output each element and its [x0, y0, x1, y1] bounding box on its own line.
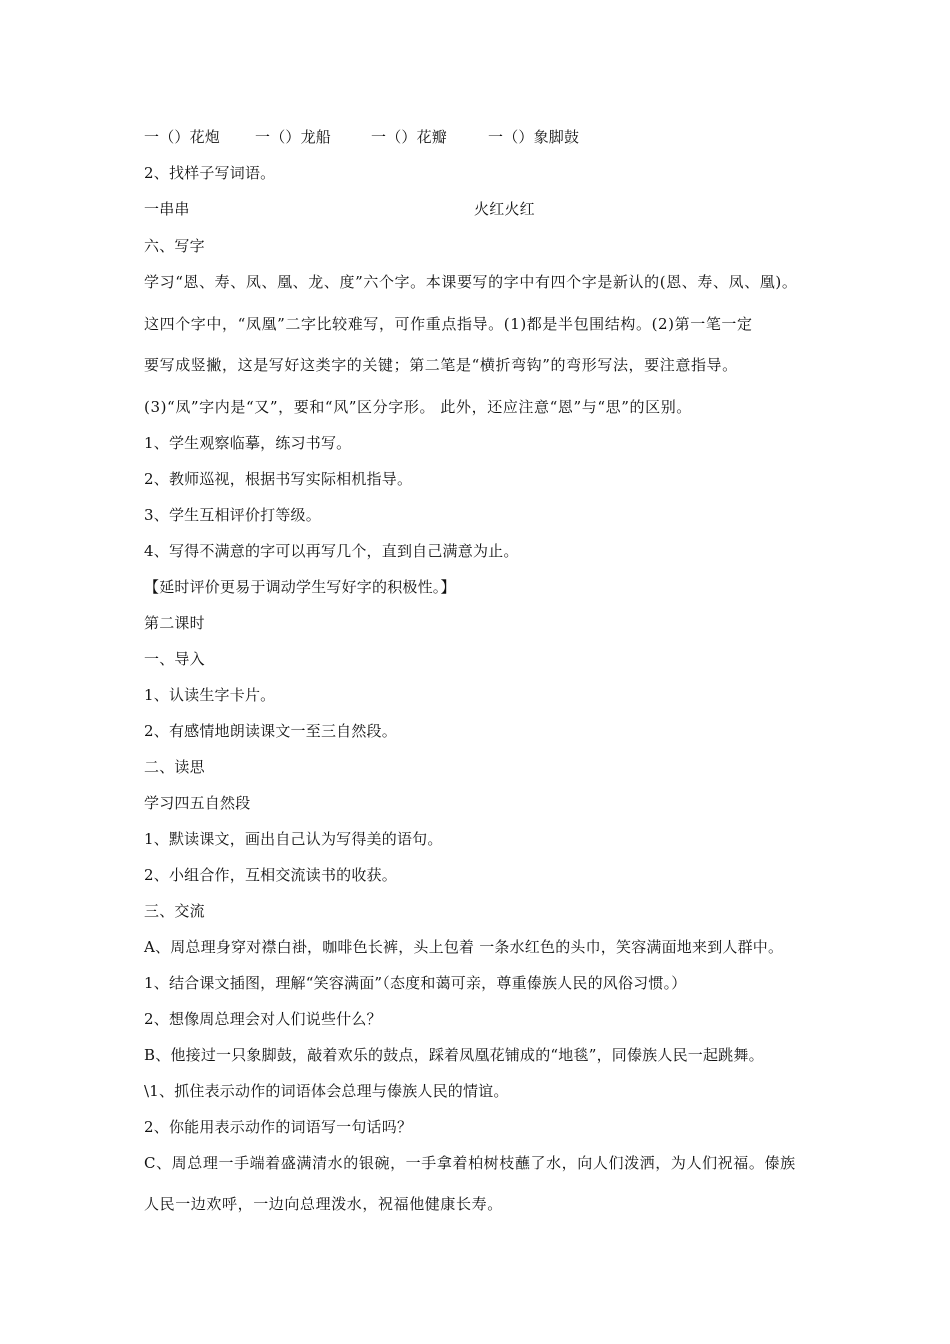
paragraph-line: 要写成竖撇，这是写好这类字的关键；第二笔是“横折弯钩”的弯形写法，要注意指导。	[144, 356, 738, 374]
example-row	[144, 199, 804, 219]
paragraph-line: 学习“恩、寿、凤、凰、龙、度”六个字。本课要写的字中有四个字是新认的(恩、寿、凤、凰)。	[144, 273, 798, 291]
list-item: 1、默读课文，画出自己认为写得美的语句。	[144, 830, 443, 848]
section-heading: 一、导入	[144, 650, 205, 668]
list-item: 1、认读生字卡片。	[144, 686, 276, 704]
example-right: 火红火红	[474, 200, 535, 218]
example-left: 一串串	[144, 200, 190, 218]
list-item: 2、想像周总理会对人们说些什么？	[144, 1010, 382, 1028]
sub-heading: 学习四五自然段	[144, 794, 251, 812]
task-line: 2、找样子写词语。	[144, 164, 276, 182]
section-heading: 三、交流	[144, 902, 205, 920]
paragraph-line: C、周总理一手端着盛满清水的银碗，一手拿着柏树枝蘸了水，向人们泼洒，为人们祝福。傣族	[144, 1154, 796, 1172]
list-item: 2、你能用表示动作的词语写一句话吗？	[144, 1118, 413, 1136]
paragraph-line: 这四个字中，“凤凰”二字比较难写，可作重点指导。(1)都是半包围结构。(2)第一笔一定	[144, 315, 753, 333]
section-heading: 二、读思	[144, 758, 205, 776]
list-item: 4、写得不满意的字可以再写几个，直到自己满意为止。	[144, 542, 519, 560]
list-item: 1、学生观察临摹，练习书写。	[144, 434, 352, 452]
paragraph-line: B、他接过一只象脚鼓，敲着欢乐的鼓点，踩着凤凰花铺成的“地毯”，同傣族人民一起跳舞。	[144, 1046, 764, 1064]
blank-item: 一（）花瓣	[371, 128, 448, 146]
list-item: \1、抓住表示动作的词语体会总理与傣族人民的情谊。	[144, 1082, 509, 1100]
fill-blank-row	[144, 127, 804, 147]
list-item: 1、结合课文插图，理解“笑容满面”（态度和蔼可亲，尊重傣族人民的风俗习惯。）	[144, 974, 687, 992]
paragraph-line: 人民一边欢呼，一边向总理泼水，祝福他健康长寿。	[144, 1195, 503, 1213]
lesson-heading: 第二课时	[144, 614, 205, 632]
blank-item: 一（）象脚鼓	[488, 128, 580, 146]
section-heading: 六、写字	[144, 237, 205, 255]
note-line: 【延时评价更易于调动学生写好字的积极性。】	[144, 578, 456, 596]
paragraph-line: A、周总理身穿对襟白褂，咖啡色长裤，头上包着 一条水红色的头巾，笑容满面地来到人群中。	[144, 938, 784, 956]
paragraph-line: (3)“凤”字内是“又”，要和“风”区分字形。 此外，还应注意“恩”与“思”的区别。	[144, 398, 692, 416]
blank-item: 一（）龙船	[255, 128, 332, 146]
list-item: 2、小组合作，互相交流读书的收获。	[144, 866, 397, 884]
list-item: 2、教师巡视，根据书写实际相机指导。	[144, 470, 413, 488]
list-item: 3、学生互相评价打等级。	[144, 506, 321, 524]
blank-item: 一（）花炮	[144, 128, 221, 146]
list-item: 2、有感情地朗读课文一至三自然段。	[144, 722, 397, 740]
